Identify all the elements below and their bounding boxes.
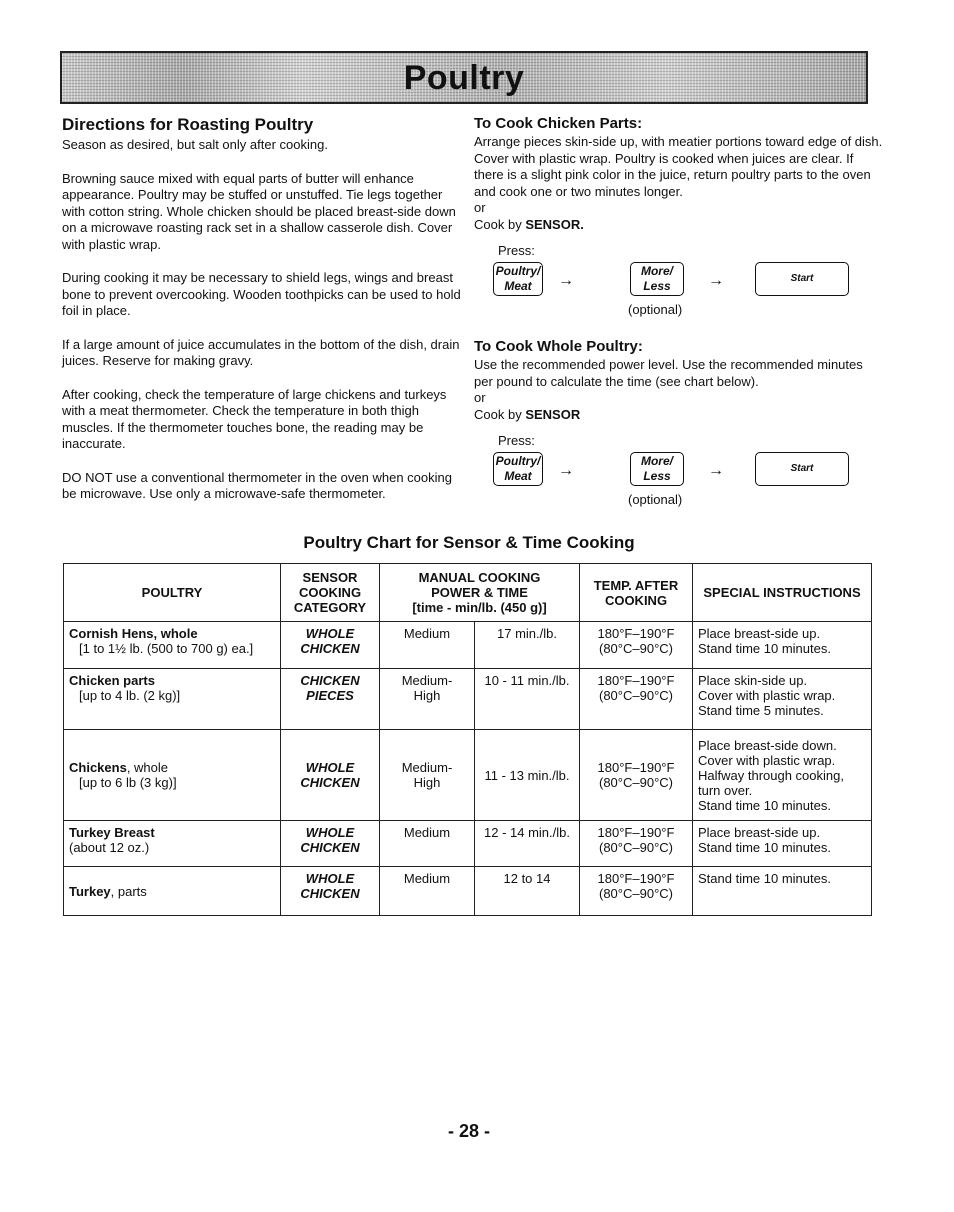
category-line: CHICKEN [300, 775, 360, 790]
power-line: Medium- [401, 760, 453, 775]
temp-f: 180°F–190°F [597, 760, 675, 775]
table-header-row [64, 564, 872, 622]
temp-cell [580, 867, 693, 916]
arrow-right-icon: → [708, 462, 724, 479]
chicken-parts-heading: To Cook Chicken Parts: [474, 115, 643, 132]
instruction-line: turn over. [698, 782, 753, 798]
cook-by-label: Cook by [474, 216, 522, 232]
poultry-cell [64, 867, 281, 916]
power-line: Medium [403, 871, 451, 886]
paragraph: During cooking it may be necessary to shield legs, wings and breast bone to prevent overcooking. Wooden toothpicks can be used to hold foil in place. [62, 270, 461, 318]
poultry-name: Chickens [69, 760, 127, 775]
temp-cell [580, 730, 693, 821]
header-poultry: POULTRY [64, 564, 281, 622]
sensor-label: SENSOR. [525, 216, 584, 232]
power-line: Medium [403, 626, 451, 641]
time-cell: 12 to 14 [475, 867, 580, 916]
category-line: CHICKEN [300, 673, 360, 688]
power-cell [380, 622, 475, 669]
temp-f: 180°F–190°F [597, 825, 675, 840]
time-cell: 12 - 14 min./lb. [475, 821, 580, 867]
temp-f: 180°F–190°F [597, 626, 675, 641]
table-row [64, 867, 872, 916]
poultry-cell [64, 622, 281, 669]
sensor-category-cell [281, 821, 380, 867]
table-row [64, 622, 872, 669]
category-line: CHICKEN [300, 840, 360, 855]
instruction-line: Place breast-side up. [698, 825, 821, 840]
category-line: CHICKEN [300, 641, 360, 656]
instruction-line: Cover with plastic wrap. [698, 688, 836, 703]
power-line: High [413, 775, 441, 790]
table-row [64, 730, 872, 821]
poultry-detail: [1 to 1½ lb. (500 to 700 g) ea.] [79, 641, 254, 656]
time-cell: 17 min./lb. [475, 622, 580, 669]
cooking-instructions [474, 115, 884, 507]
instruction-line: Stand time 10 minutes. [698, 797, 831, 813]
special-cell [693, 867, 872, 916]
chicken-parts-text: Arrange pieces skin-side up, with meatier portions toward edge of dish. Cover with plastic wrap. Poultry is cooked when juices are clear. If there is a slight pink color in the juice, return poultry parts to the oven and cook one or two minutes longer. [474, 134, 883, 199]
poultry-name-suffix: , parts [110, 883, 147, 899]
category-line: WHOLE [305, 760, 355, 775]
header-special: SPECIAL INSTRUCTIONS [693, 564, 872, 622]
press-label: Press: [498, 243, 535, 258]
start-key: Start [755, 262, 849, 296]
poultry-name: Turkey [69, 883, 111, 899]
special-cell [693, 622, 872, 669]
key-label: Less [643, 469, 671, 483]
power-line: Medium- [401, 673, 453, 688]
power-cell [380, 821, 475, 867]
cook-by-label: Cook by [474, 406, 522, 422]
arrow-right-icon: → [708, 272, 724, 289]
instruction-line: Stand time 10 minutes. [698, 840, 831, 855]
temp-cell [580, 622, 693, 669]
poultry-chart-table [63, 563, 872, 916]
paragraph: Browning sauce mixed with equal parts of butter will enhance appearance. Poultry may be stuffed or unstuffed. Tie legs together with cotton string. Whole chicken should be placed breast-side down on a microwave roasting rack set in a shallow casserole dish. Cover with plastic wrap. [62, 170, 456, 252]
poultry-name: Turkey Breast [69, 825, 155, 840]
time-cell: 10 - 11 min./lb. [475, 669, 580, 730]
power-line: High [413, 688, 441, 703]
power-line: Medium [403, 825, 451, 840]
arrow-right-icon: → [558, 272, 574, 289]
temp-f: 180°F–190°F [597, 673, 675, 688]
temp-c: (80°C–90°C) [599, 641, 673, 656]
sensor-category-cell [281, 669, 380, 730]
poultry-cell [64, 730, 281, 821]
instruction-line: Halfway through cooking, [698, 767, 844, 783]
temp-c: (80°C–90°C) [599, 886, 673, 901]
poultry-cell [64, 821, 281, 867]
header-manual [380, 564, 580, 622]
key-sequence-whole [474, 433, 884, 507]
category-line: WHOLE [305, 626, 355, 641]
poultry-meat-key [493, 262, 543, 296]
power-cell [380, 867, 475, 916]
poultry-detail: (about 12 oz.) [69, 840, 150, 855]
instruction-line: Stand time 5 minutes. [698, 703, 824, 718]
instruction-line: Place breast-side up. [698, 626, 821, 641]
category-line: WHOLE [305, 825, 355, 840]
poultry-name: Cornish Hens, whole [69, 626, 198, 641]
or-text: or [474, 390, 486, 405]
arrow-right-icon: → [558, 462, 574, 479]
sensor-label: SENSOR [525, 406, 581, 422]
sensor-category-cell [281, 867, 380, 916]
special-cell [693, 669, 872, 730]
whole-poultry-heading: To Cook Whole Poultry: [474, 338, 643, 355]
header-manual-line: MANUAL COOKING [418, 570, 541, 585]
paragraph: DO NOT use a conventional thermometer in the oven when cooking be microwave. Use only a microwave-safe thermometer. [62, 469, 452, 501]
category-line: WHOLE [305, 871, 355, 886]
key-label: Less [643, 279, 671, 293]
poultry-detail: [up to 6 lb (3 kg)] [79, 775, 177, 790]
page-number: - 28 - [447, 1121, 490, 1141]
more-less-key [630, 452, 684, 486]
temp-cell [580, 821, 693, 867]
roasting-directions [62, 115, 462, 503]
more-less-key [630, 262, 684, 296]
title-banner [60, 51, 868, 104]
optional-note: (optional) [628, 492, 683, 507]
key-label: Meat [504, 469, 532, 483]
key-label: More/ [640, 264, 673, 278]
start-key: Start [755, 452, 849, 486]
page-title: Poultry [403, 59, 525, 97]
or-text: or [474, 200, 486, 215]
key-label: Poultry/ [495, 454, 541, 468]
optional-note: (optional) [628, 302, 683, 317]
whole-poultry-text: Use the recommended power level. Use the recommended minutes per pound to calculate the time (see chart below). [474, 357, 863, 389]
sensor-category-cell [281, 730, 380, 821]
special-cell [693, 730, 872, 821]
instruction-line: Cover with plastic wrap. [698, 752, 836, 768]
key-label: Meat [504, 279, 532, 293]
cook-by-sensor [474, 217, 884, 234]
paragraph: If a large amount of juice accumulates in the bottom of the dish, drain juices. Reserve for making gravy. [62, 336, 460, 368]
roasting-heading: Directions for Roasting Poultry [62, 115, 314, 134]
poultry-detail: [up to 4 lb. (2 kg)] [79, 688, 181, 703]
cook-by-sensor [474, 407, 884, 424]
key-sequence-parts [474, 243, 884, 317]
category-line: PIECES [306, 688, 354, 703]
poultry-name-suffix: , whole [126, 760, 169, 775]
header-manual-line: POWER & TIME [431, 585, 528, 600]
temp-c: (80°C–90°C) [599, 688, 673, 703]
instruction-line: Stand time 10 minutes. [698, 641, 831, 656]
instruction-line: Place skin-side up. [698, 673, 808, 688]
poultry-cell [64, 669, 281, 730]
table-row [64, 821, 872, 867]
instruction-line: Place breast-side down. [698, 737, 837, 753]
temp-c: (80°C–90°C) [599, 840, 673, 855]
table-row [64, 669, 872, 730]
power-cell [380, 669, 475, 730]
poultry-meat-key [493, 452, 543, 486]
paragraph: After cooking, check the temperature of large chickens and turkeys with a meat thermometer. Check the temperature in both thigh muscles. If the thermometer touches bone, the reading may be inaccurate. [62, 386, 447, 451]
header-temp: TEMP. AFTER COOKING [580, 564, 693, 622]
time-cell: 11 - 13 min./lb. [475, 730, 580, 821]
category-line: CHICKEN [300, 886, 360, 901]
paragraph: Season as desired, but salt only after cooking. [62, 137, 328, 152]
power-cell [380, 730, 475, 821]
key-label: More/ [640, 454, 673, 468]
temp-c: (80°C–90°C) [599, 775, 673, 790]
instruction-line: Stand time 10 minutes. [698, 871, 831, 886]
sensor-category-cell [281, 622, 380, 669]
poultry-name: Chicken parts [69, 673, 155, 688]
special-cell [693, 821, 872, 867]
chart-title: Poultry Chart for Sensor & Time Cooking [303, 533, 635, 552]
header-sensor: SENSOR COOKING CATEGORY [281, 564, 380, 622]
temp-f: 180°F–190°F [597, 871, 675, 886]
header-manual-line: [time - min/lb. (450 g)] [412, 600, 547, 615]
key-label: Poultry/ [495, 264, 541, 278]
temp-cell [580, 669, 693, 730]
press-label: Press: [498, 433, 535, 448]
